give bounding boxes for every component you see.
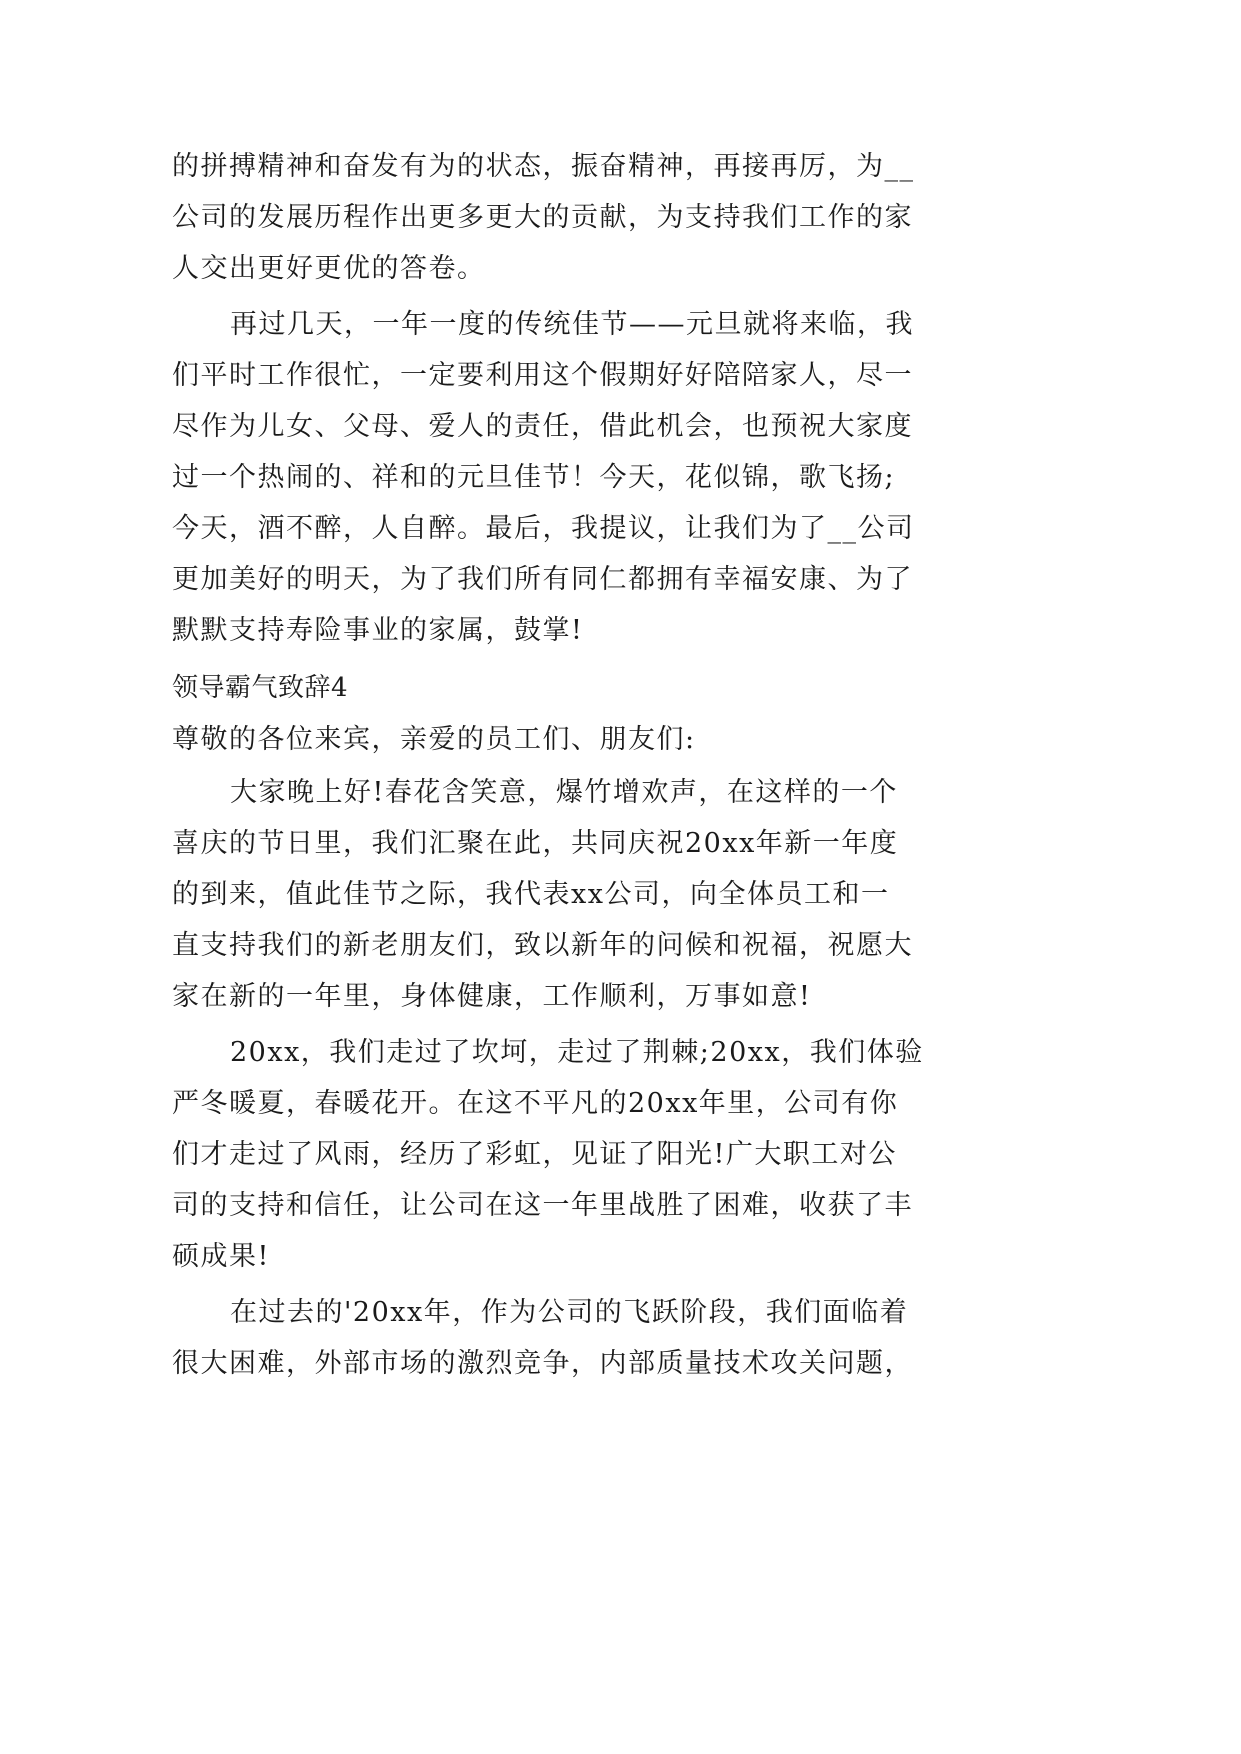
paragraph-line: 司的支持和信任，让公司在这一年里战胜了困难，收获了丰 — [172, 1190, 913, 1221]
paragraph-line: 尽作为儿女、父母、爱人的责任，借此机会，也预祝大家度 — [172, 411, 913, 442]
section-heading: 领导霸气致辞4 — [172, 673, 349, 703]
paragraph-line: 更加美好的明天，为了我们所有同仁都拥有幸福安康、为了 — [172, 564, 913, 595]
paragraph-line: 们平时工作很忙，一定要利用这个假期好好陪陪家人，尽一 — [172, 360, 913, 391]
paragraph-line: 今天，酒不醉，人自醉。最后，我提议，让我们为了__公司 — [172, 513, 915, 544]
paragraph-line: 人交出更好更优的答卷。 — [172, 253, 486, 284]
paragraph-line: 公司的发展历程作出更多更大的贡献，为支持我们工作的家 — [172, 202, 913, 233]
paragraph-line: 们才走过了风雨，经历了彩虹，见证了阳光!广大职工对公 — [172, 1139, 897, 1170]
paragraph-line: 过一个热闹的、祥和的元旦佳节！今天，花似锦，歌飞扬; — [172, 462, 896, 493]
paragraph-line: 喜庆的节日里，我们汇聚在此，共同庆祝20xx年新一年度 — [172, 828, 899, 859]
paragraph-line: 大家晚上好!春花含笑意，爆竹增欢声，在这样的一个 — [230, 777, 898, 808]
paragraph-line: 严冬暖夏，春暖花开。在这不平凡的20xx年里，公司有你 — [172, 1088, 899, 1119]
paragraph-line: 默默支持寿险事业的家属，鼓掌! — [172, 615, 584, 646]
paragraph-line: 的拼搏精神和奋发有为的状态，振奋精神，再接再厉，为__ — [172, 151, 915, 182]
paragraph-line: 在过去的'20xx年，作为公司的飞跃阶段，我们面临着 — [230, 1297, 909, 1328]
paragraph-line: 的到来，值此佳节之际，我代表xx公司，向全体员工和一 — [172, 879, 890, 910]
paragraph-line: 家在新的一年里，身体健康，工作顺利，万事如意! — [172, 981, 812, 1012]
paragraph-line: 直支持我们的新老朋友们，致以新年的问候和祝福，祝愿大 — [172, 930, 913, 961]
paragraph-line: 硕成果! — [172, 1241, 270, 1272]
paragraph-line: 20xx，我们走过了坎坷，走过了荆棘;20xx，我们体验 — [230, 1037, 924, 1068]
salutation: 尊敬的各位来宾，亲爱的员工们、朋友们: — [172, 724, 696, 755]
paragraph-line: 很大困难，外部市场的激烈竞争，内部质量技术攻关问题， — [172, 1348, 913, 1379]
paragraph-line: 再过几天，一年一度的传统佳节——元旦就将来临，我 — [230, 309, 914, 340]
